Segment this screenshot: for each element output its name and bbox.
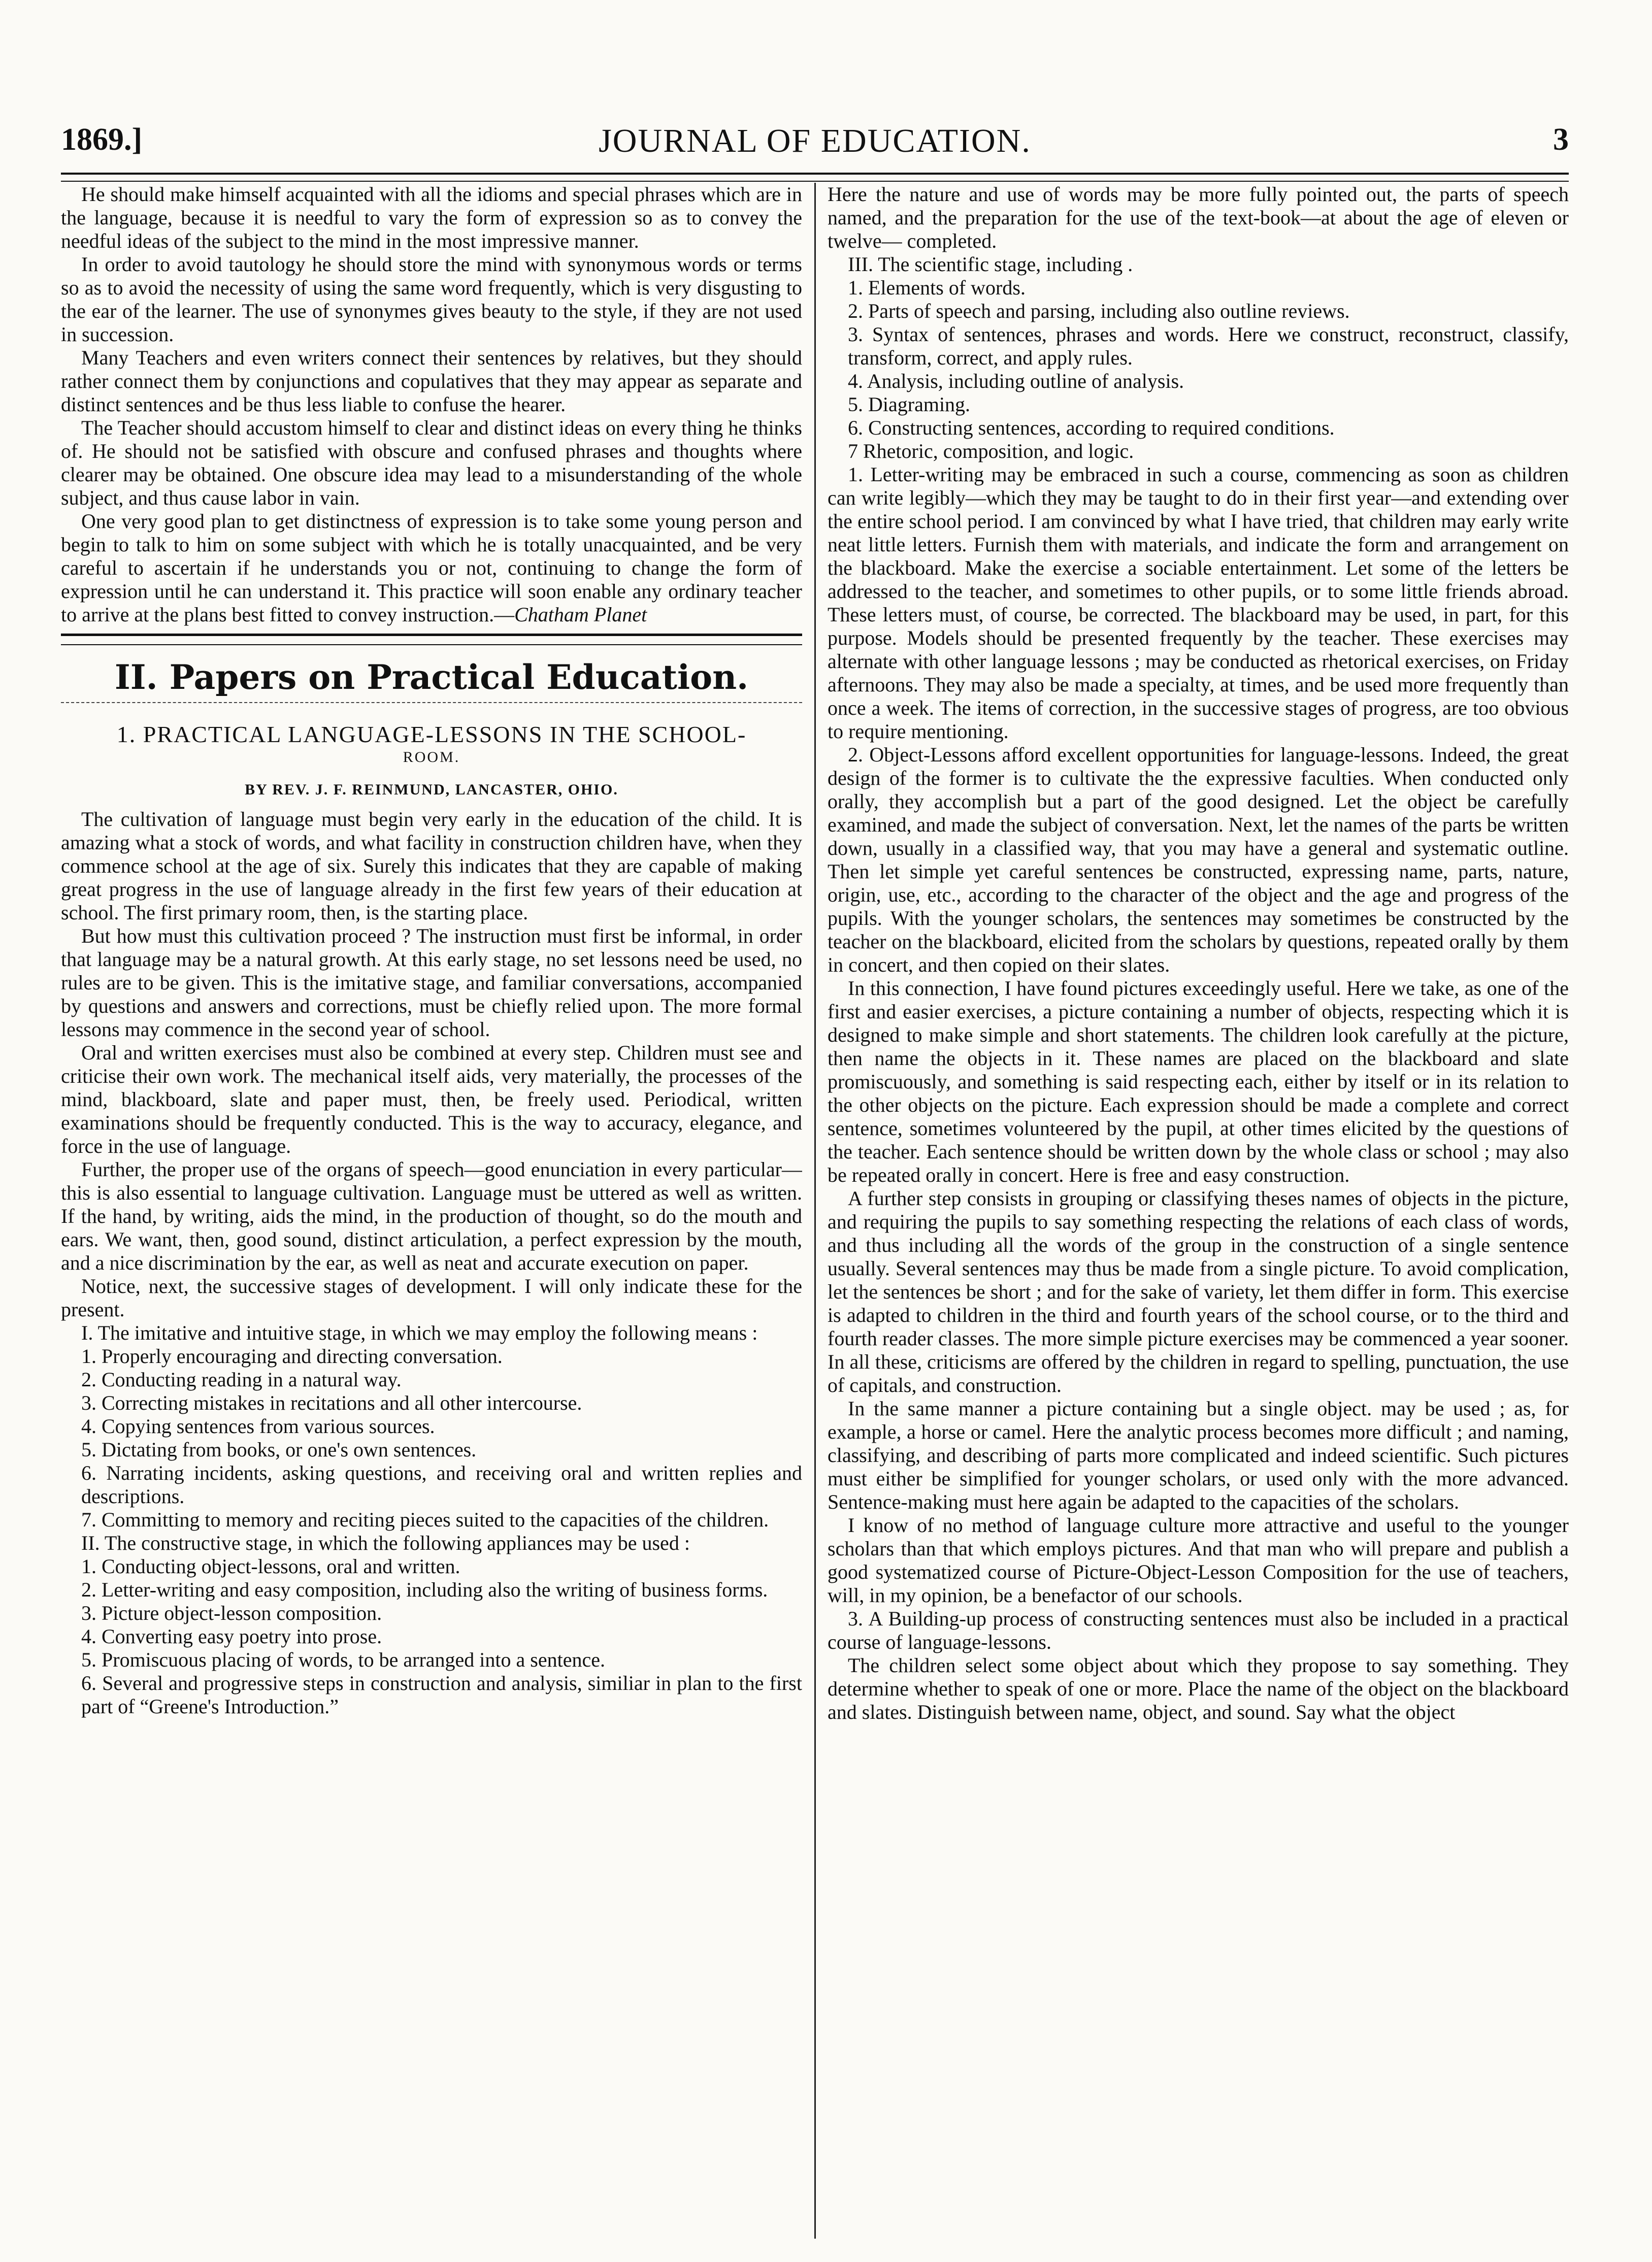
article-paragraph: The children select some object about which they propose to say something. They determine whether to speak of one or more. Place the name of the object on the blackboard and slates. Distinguish between name, object, and sound. Say what the object (828, 1654, 1569, 1723)
list-item: 4. Copying sentences from various sources. (81, 1415, 435, 1438)
stage3-intro: III. The scientific stage, including . (848, 253, 1133, 276)
stage3-list (828, 276, 1569, 463)
article-paragraph: In the same manner a picture containing but a single object. may be used ; as, for example, a horse or camel. Here the analytic process becomes more difficult ; and naming, classifying, and describing of parts more complicated and indeed scientific. Such pictures must either be simplified for younger scholars, or used only with the more advanced. Sentence-making must here again be adapted to the capacities of the scholars. (828, 1397, 1569, 1513)
page-number: 3 (1553, 122, 1569, 157)
article-title-cont: ROOM. (403, 749, 460, 766)
article-paragraph: In this connection, I have found pictures exceedingly useful. Here we take, as one of the first and easier exercises, a picture containing a number of objects, respecting which it is designed to make simple and short statements. The children look carefully at the picture, then name the objects in it. These names are placed on the blackboard and slate promiscuously, and something is said respecting each, either by itself or in its relation to the other objects on the picture. Each expression should be made a complete and correct sentence, sometimes volunteered by the pupil, at other times elicited by the questions of the teacher. Each sentence should be written down by the whole class or school ; may also be repeated orally in concert. Here is free and easy construction. (828, 977, 1569, 1186)
list-item: 3. Syntax of sentences, phrases and words. Here we construct, reconstruct, classify, transform, correct, and apply rules. (848, 323, 1569, 369)
article-paragraph: I know of no method of language culture more attractive and useful to the younger scholars than that which employs pictures. And that man who will prepare and publish a good systematized course of Picture-Object-Lesson Composition for the use of teachers, will, in my opinion, be a benefactor of our schools. (828, 1514, 1569, 1607)
list-item: 6. Several and progressive steps in construction and analysis, similiar in plan to the first part of “Greene's Introduction.” (81, 1672, 802, 1718)
list-item: 6. Constructing sentences, according to required conditions. (848, 416, 1335, 439)
section-title: II. Papers on Practical Education. (114, 657, 749, 697)
list-item: 4. Analysis, including outline of analysis. (848, 370, 1184, 392)
stage2-intro: II. The constructive stage, in which the following appliances may be used : (81, 1532, 690, 1554)
article-paragraph: 2. Object-Lessons afford excellent opportunities for language-lessons. Indeed, the great design of the former is to cultivate the the expressive faculties. When conducted only orally, they accomplish but a part of the good designed. Let the object be carefully examined, and made the subject of conversation. Next, let the names of the parts be written down, usually in a classified way, that you may have a general and systematic outline. Then let simple yet careful sentences be constructed, expressing name, parts, nature, origin, use, etc., according to the character of the object and the age and progress of the pupils. With the younger scholars, the sentences may sometimes be constructed by the teacher on the blackboard, elicited from the scholars by questions, repeated orally by them in concert, and then copied on their slates. (828, 743, 1569, 976)
list-item: 3. Picture object-lesson composition. (81, 1602, 382, 1624)
list-item: 6. Narrating incidents, asking questions, and receiving oral and written replies and descriptions. (81, 1461, 802, 1508)
intro-last-paragraph: One very good plan to get distinctness of expression is to take some young person and begin to talk to him on some subject with which he is totally unacquainted, and be very careful to ascertain if he understands you or not, continuing to change the form of expression until he can understand it. This practice will soon enable any ordinary teacher to arrive at the plans best fitted to convey instruction.—Chatham Planet (61, 510, 802, 626)
stage1-list (61, 1345, 802, 1532)
section-rule (61, 634, 802, 645)
stage2-list (61, 1555, 802, 1718)
article-byline: BY REV. J. F. REINMUND, LANCASTER, OHIO. (245, 781, 618, 798)
article-paragraph: The cultivation of language must begin very early in the education of the child. It is amazing what a stock of words, and what facility in construction children have, when they commence school at the age of six. Surely this indicates that they are capable of making great progress in the use of language already in the first few years of their education at school. The first primary room, then, is the starting place. (61, 808, 802, 924)
header-rule (61, 173, 1569, 182)
intro-article (61, 183, 802, 510)
section-ornament (61, 702, 802, 707)
right-column (828, 183, 1569, 2239)
article-paragraph: Notice, next, the successive stages of development. I will only indicate these for the present. (61, 1275, 802, 1321)
left-column (61, 183, 802, 2239)
intro-paragraph: In order to avoid tautology he should store the mind with synonymous words or terms so as to avoid the necessity of using the same word frequently, which is very disgusting to the ear of the learner. The use of synonymes gives beauty to the style, if they are not used in succession. (61, 253, 802, 346)
intro-paragraph: He should make himself acquainted with all the idioms and special phrases which are in the language, because it is needful to vary the form of expression so as to convey the needful ideas of the subject to the mind in the most impressive manner. (61, 183, 802, 252)
intro-paragraph: Many Teachers and even writers connect their sentences by relatives, but they should rather connect them by conjunctions and copulatives that they may appear as separate and distinct sentences and be thus less liable to confuse the hearer. (61, 346, 802, 416)
list-item: 5. Dictating from books, or one's own sentences. (81, 1438, 477, 1461)
column-divider (814, 183, 816, 2239)
list-item: 7. Committing to memory and reciting pieces suited to the capacities of the children. (81, 1508, 769, 1531)
list-item: 1. Elements of words. (848, 276, 1026, 299)
article-paragraph: 3. A Building-up process of constructing sentences must also be included in a practical course of language-lessons. (828, 1607, 1569, 1653)
article-paragraph: But how must this cultivation proceed ? The instruction must first be informal, in order that language may be a natural growth. At this early stage, no set lessons need be used, no rules are to be given. This is the imitative stage, and familiar conversations, accompanied by questions and answers and corrections, must be chiefly relied upon. The more formal lessons may commence in the second year of school. (61, 924, 802, 1041)
article-paragraph: Further, the proper use of the organs of speech—good enunciation in every particular—this is also essential to language cultivation. Language must be uttered as well as written. If the hand, by writing, aids the mind, in the production of thought, so do the mouth and ears. We want, then, good sound, distinct articulation, a perfect expression by the mouth, and a nice discrimination by the ear, as well as neat and accurate execution on paper. (61, 1158, 802, 1274)
article-paragraphs (61, 808, 802, 1345)
article-title: 1. PRACTICAL LANGUAGE-LESSONS IN THE SCHOOL- (116, 721, 747, 747)
header-year: 1869.] (61, 122, 143, 157)
intro-paragraph: The Teacher should accustom himself to clear and distinct ideas on every thing he thinks of. He should not be satisfied with obscure and confused phrases and thoughts where clearer may be obtained. One obscure idea may lead to a misunderstanding of the whole subject, and thus cause labor in vain. (61, 416, 802, 509)
article-paragraph: Oral and written exercises must also be combined at every step. Children must see and criticise their own work. The mechanical itself aids, very materially, the processes of the mind, blackboard, slate and paper must, then, be freely used. Periodical, written examinations should be frequently conducted. This is the way to accuracy, elegance, and force in the use of language. (61, 1041, 802, 1157)
list-item: 2. Parts of speech and parsing, including also outline reviews. (848, 300, 1350, 322)
right-paragraphs (828, 463, 1569, 1724)
journal-page (61, 117, 1569, 2239)
two-column-body (61, 183, 1569, 2239)
article-paragraph: A further step consists in grouping or classifying theses names of objects in the picture, and requiring the pupils to say something respecting the relations of each class of words, and thus including all the words of the group in the construction of a single sentence usually. Several sentences may thus be made from a single picture. To avoid complication, let the sentences be short ; and for the sake of variety, let them differ in form. This exercise is adapted to children in the third and fourth years of the school course, or to the third and fourth reader classes. The more simple picture exercises may be commenced a year sooner. In all these, criticisms are offered by the children in regard to spelling, punctuation, the use of capitals, and construction. (828, 1187, 1569, 1396)
list-item: 5. Diagraming. (848, 393, 971, 416)
article-paragraph: 1. Letter-writing may be embraced in such a course, commencing as soon as children can write legibly—which they may be taught to do in their first year—and extending over the entire school period. I am convinced by what I have tried, that children may early write neat little letters. Furnish them with materials, and indicate the form and arrangement on the blackboard. Make the exercise a sociable entertainment. Let some of the letters be addressed to the teacher, and sometimes to other pupils, or to some little friends abroad. These letters must, of course, be corrected. The blackboard may be used, in part, for this purpose. Models should be presented frequently by the teacher. These exercises may alternate with other language lessons ; may be conducted as rhetorical exercises, on Friday afternoons. They may also be made a specialty, at times, and be used more frequently than once a week. The items of correction, in the successive stages of progress, are too obvious to require mentioning. (828, 463, 1569, 743)
list-item: 4. Converting easy poetry into prose. (81, 1625, 382, 1648)
page-header (61, 117, 1569, 173)
right-opening-paragraph: Here the nature and use of words may be more fully pointed out, the parts of speech named, and the preparation for the use of the text-book—at about the age of eleven or twelve— completed. (828, 183, 1569, 252)
list-item: 2. Conducting reading in a natural way. (81, 1368, 402, 1391)
list-item: 7 Rhetoric, composition, and logic. (848, 440, 1134, 462)
list-item: 3. Correcting mistakes in recitations and all other intercourse. (81, 1391, 582, 1414)
journal-title: JOURNAL OF EDUCATION. (599, 122, 1031, 159)
list-item: 1. Properly encouraging and directing conversation. (81, 1345, 503, 1368)
list-item: 5. Promiscuous placing of words, to be arranged into a sentence. (81, 1648, 605, 1671)
list-item: 2. Letter-writing and easy composition, including also the writing of business forms. (81, 1578, 768, 1601)
article-paragraph: I. The imitative and intuitive stage, in which we may employ the following means : (81, 1321, 758, 1344)
list-item: 1. Conducting object-lessons, oral and written. (81, 1555, 460, 1578)
intro-source: Chatham Planet (514, 603, 647, 626)
